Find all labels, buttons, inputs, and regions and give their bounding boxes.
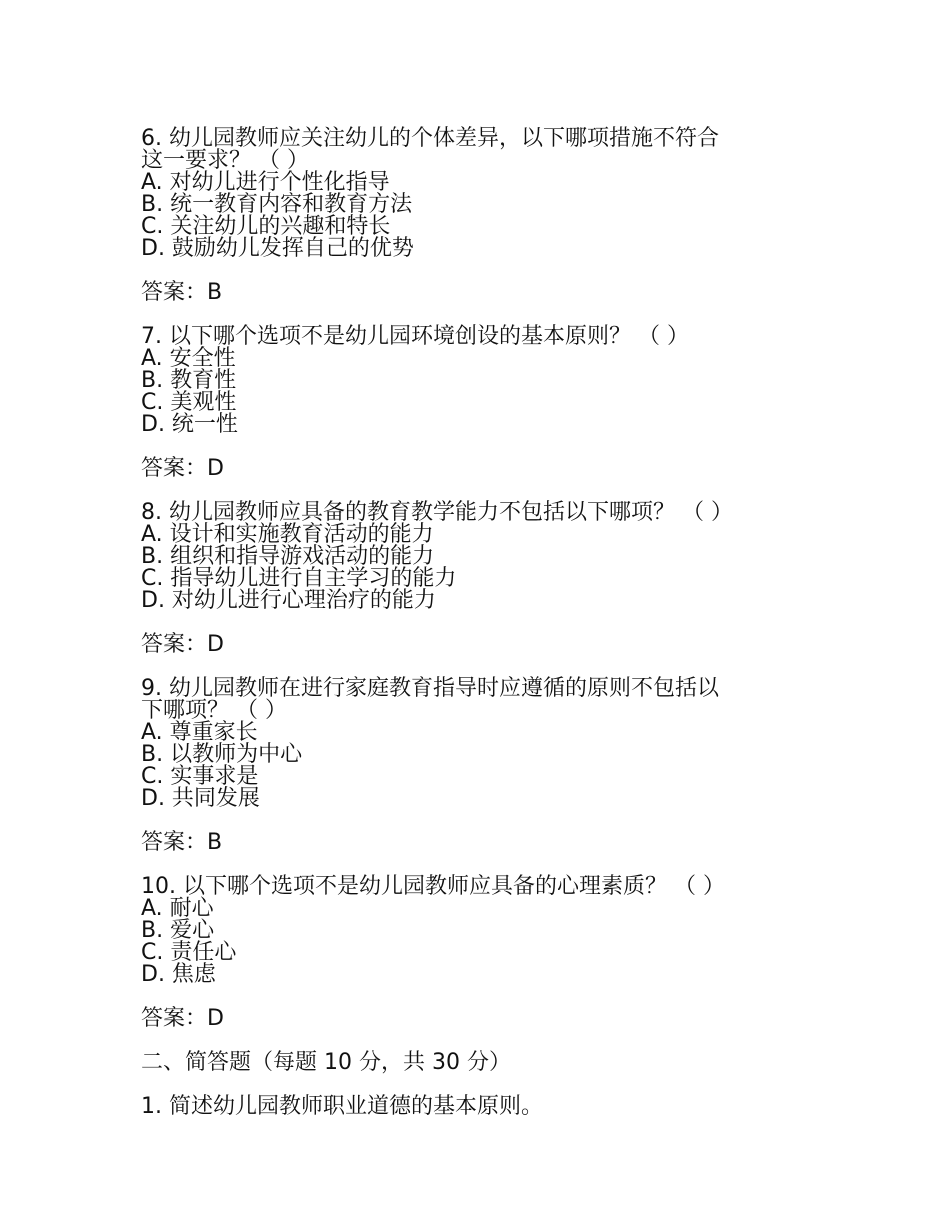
option-c: C. 责任心 <box>141 940 237 965</box>
question-6 <box>141 128 801 304</box>
answer-line: 答案：D <box>141 456 224 481</box>
question-stem-line: 这一要求？ （ ） <box>141 148 309 173</box>
option-a: A. 安全性 <box>141 346 236 371</box>
question-8 <box>141 502 801 656</box>
document-body <box>141 128 801 1118</box>
option-a: A. 尊重家长 <box>141 720 258 745</box>
question-7 <box>141 326 801 480</box>
option-b: B. 教育性 <box>141 368 237 393</box>
answer-line: 答案：D <box>141 1006 224 1031</box>
question-stem-line: 7. 以下哪个选项不是幼儿园环境创设的基本原则？ （ ） <box>141 324 689 349</box>
option-d: D. 统一性 <box>141 412 238 437</box>
option-c: C. 指导幼儿进行自主学习的能力 <box>141 566 457 591</box>
answer-line: 答案：B <box>141 280 223 305</box>
option-b: B. 爱心 <box>141 918 215 943</box>
option-d: D. 鼓励幼儿发挥自己的优势 <box>141 236 414 261</box>
question-stem-line: 9. 幼儿园教师在进行家庭教育指导时应遵循的原则不包括以 <box>141 676 719 701</box>
question-9 <box>141 678 801 854</box>
question-stem-line: 10. 以下哪个选项不是幼儿园教师应具备的心理素质？ （ ） <box>141 874 725 899</box>
section-heading: 二、简答题（每题 10 分，共 30 分） <box>141 1050 511 1075</box>
option-c: C. 关注幼儿的兴趣和特长 <box>141 214 391 239</box>
question-stem-line: 下哪项？ （ ） <box>141 698 287 723</box>
option-c: C. 实事求是 <box>141 764 259 789</box>
option-a: A. 耐心 <box>141 896 214 921</box>
option-b: B. 组织和指导游戏活动的能力 <box>141 544 435 569</box>
question-stem-line: 8. 幼儿园教师应具备的教育教学能力不包括以下哪项？ （ ） <box>141 500 733 525</box>
answer-line: 答案：B <box>141 830 223 855</box>
answer-line: 答案：D <box>141 632 224 657</box>
option-d: D. 对幼儿进行心理治疗的能力 <box>141 588 436 613</box>
question-stem-line: 6. 幼儿园教师应关注幼儿的个体差异，以下哪项措施不符合 <box>141 126 719 151</box>
option-a: A. 对幼儿进行个性化指导 <box>141 170 390 195</box>
option-d: D. 焦虑 <box>141 962 216 987</box>
option-d: D. 共同发展 <box>141 786 260 811</box>
short-answer-question: 1. 简述幼儿园教师职业道德的基本原则。 <box>141 1094 543 1119</box>
option-a: A. 设计和实施教育活动的能力 <box>141 522 434 547</box>
option-b: B. 以教师为中心 <box>141 742 303 767</box>
option-c: C. 美观性 <box>141 390 237 415</box>
question-10 <box>141 876 801 1030</box>
option-b: B. 统一教育内容和教育方法 <box>141 192 413 217</box>
